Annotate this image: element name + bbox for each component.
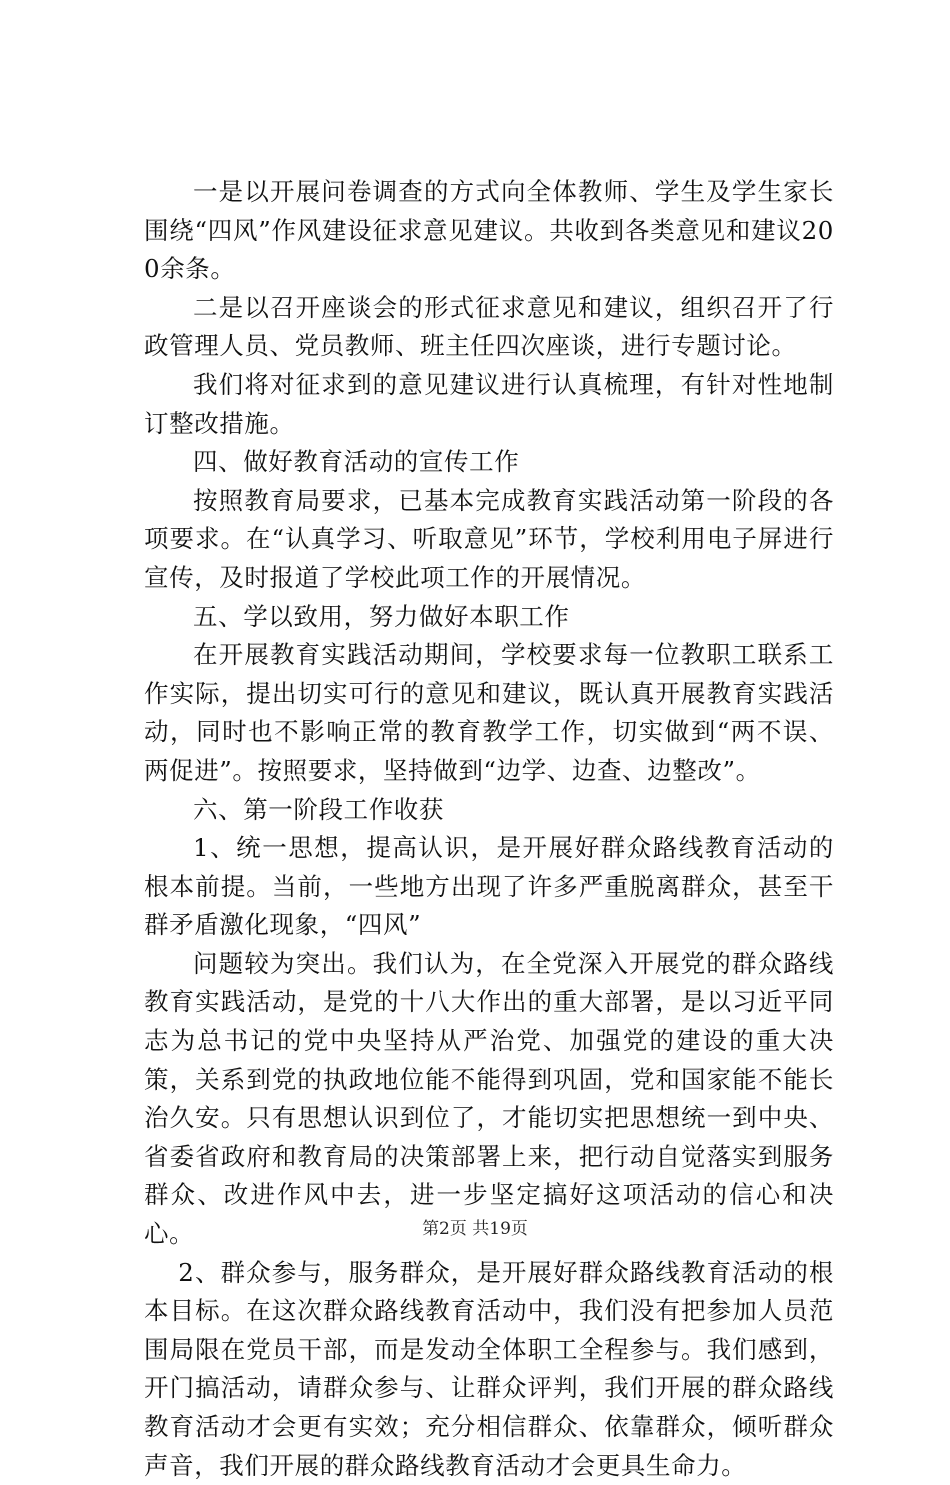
page-number: 第2页 共19页 xyxy=(422,1219,528,1239)
paragraph-publicity: 按照教育局要求，已基本完成教育实践活动第一阶段的各项要求。在“认真学习、听取意见”环节，学校利用电子屏进行宣传，及时报道了学校此项工作的开展情况。 xyxy=(144,485,834,592)
paragraph-mass-participation: 2、群众参与，服务群众，是开展好群众路线教育活动的根本目标。在这次群众路线教育活动中，我们没有把参加人员范围局限在党员干部，而是发动全体职工全程参与。我们感到，开门搞活动，请群众参与、让群众评判，我们开展的群众路线教育活动才会更有实效；充分相信群众、依靠群众，倾听群众声音，我们开展的群众路线教育活动才会更具生命力。 xyxy=(144,1257,834,1480)
paragraph-unify-thinking: 1、统一思想，提高认识，是开展好群众路线教育活动的根本前提。当前，一些地方出现了许多严重脱离群众，甚至干群矛盾激化现象，“四风” xyxy=(144,833,834,940)
paragraph-survey: 一是以开展问卷调查的方式向全体教师、学生及学生家长围绕“四风”作风建设征求意见建议。共收到各类意见和建议200余条。 xyxy=(144,177,834,284)
section-heading-apply-learning: 五、学以致用，努力做好本职工作 xyxy=(193,601,570,631)
paragraph-problems: 问题较为突出。我们认为，在全党深入开展党的群众路线教育实践活动，是党的十八大作出的重大部署，是以习近平同志为总书记的党中央坚持从严治党、加强党的建设的重大决策，关系到党的执政地位能不能得到巩固，党和国家能不能长治久安。只有思想认识到位了，才能切实把思想统一到中央、省委省政府和教育局的决策部署上来，把行动自觉落实到服务群众、改进作风中去，进一步坚定搞好这项活动的信心和决心。 xyxy=(144,948,834,1249)
section-heading-publicity: 四、做好教育活动的宣传工作 xyxy=(193,447,520,477)
paragraph-symposium: 二是以召开座谈会的形式征求意见和建议，组织召开了行政管理人员、党员教师、班主任四次座谈，进行专题讨论。 xyxy=(144,292,834,361)
document-body xyxy=(144,173,834,1485)
page-footer xyxy=(0,1214,950,1239)
paragraph-rectification: 我们将对征求到的意见建议进行认真梳理，有针对性地制订整改措施。 xyxy=(144,369,834,438)
paragraph-apply-learning: 在开展教育实践活动期间，学校要求每一位教职工联系工作实际，提出切实可行的意见和建议，既认真开展教育实践活动，同时也不影响正常的教育教学工作，切实做到“两不误、两促进”。按照要求，坚持做到“边学、边查、边整改”。 xyxy=(144,640,834,785)
section-heading-harvest: 六、第一阶段工作收获 xyxy=(193,794,444,824)
